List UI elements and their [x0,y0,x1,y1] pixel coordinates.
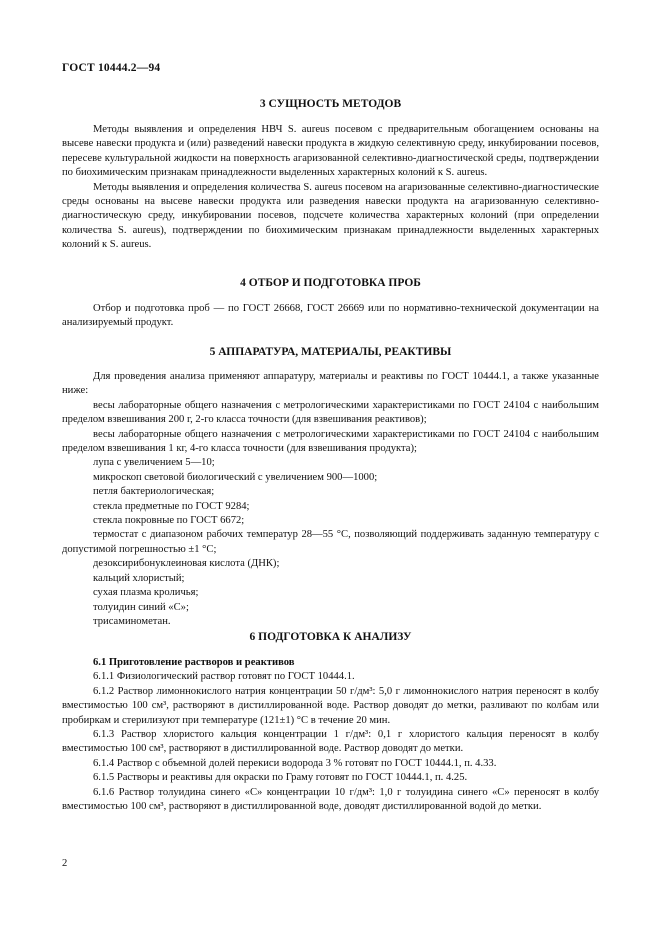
section-4-body [62,302,599,331]
paragraph: 6.1.6 Раствор толуидина синего «С» концентрации 10 г/дм³: 1,0 г толуидина синего «С» переносят в колбу вместимостью 100 см³, растворяют в дистиллированной воде, доводят дистиллированной водой до метки. [62,786,599,813]
page-number: 2 [62,858,68,869]
section-3-title: 3 СУЩНОСТЬ МЕТОДОВ [259,98,402,110]
paragraph: Методы выявления и определения количества S. aureus посевом на агаризованные селективно-диагностические среды основаны на высеве навески продукта или разведения навески продукта на агаризованную селективно-диагностическую среду, инкубировании посевов, подсчете количества характерных колоний (при определении количества S. aureus), подтверждении по биохимическим признакам принадлежности выделенных характерных колоний к S. aureus. [62,181,599,251]
paragraph: Отбор и подготовка проб — по ГОСТ 26668, ГОСТ 26669 или по нормативно-технической документации на анализируемый продукт. [62,303,599,329]
paragraph: весы лабораторные общего назначения с метрологическими характеристиками по ГОСТ 24104 с наибольшим пределом взвешивания 200 г, 2-го класса точности (для взвешивания реактивов); [62,399,599,426]
section-3-body [62,123,599,253]
section-4-title: 4 ОТБОР И ПОДГОТОВКА ПРОБ [240,277,421,289]
list-item: кальций хлористый; [93,572,185,584]
list-item: толуидин синий «С»; [93,601,189,613]
paragraph: весы лабораторные общего назначения с метрологическими характеристиками по ГОСТ 24104 с наибольшим пределом взвешивания 1 кг, 4-го класса точности (для взвешивания продукта); [62,428,599,455]
paragraph: Методы выявления и определения НВЧ S. aureus посевом с предварительным обогащением основаны на высеве навески продукта и (или) разведений навески продукта в жидкую селективную среду, инкубировании посевов, пересеве культуральной жидкости на поверхность агаризованной селективно-диагностической среды, подтверждении по биохимическим признакам принадлежности выделенных характерных колоний к S. aureus. [62,124,599,179]
section-5-body [62,370,599,629]
subsection-title: 6.1 Приготовление растворов и реактивов [93,657,295,668]
list-item: петля бактериологическая; [93,486,215,498]
list-item: дезоксирибонуклеиновая кислота (ДНК); [93,558,280,570]
paragraph: 6.1.2 Раствор лимоннокислого натрия концентрации 50 г/дм³: 5,0 г лимоннокислого натрия переносят в колбу вместимостью 100 см³, растворяют в дистиллированной воде. Раствор доводят до метки, разливают по колбам или пробиркам и стерилизуют при температуре (121±1) °С в течение 20 мин. [62,685,599,726]
list-item: лупа с увеличением 5—10; [93,457,215,469]
list-item: стекла покровные по ГОСТ 6672; [93,515,245,527]
paragraph: 6.1.5 Растворы и реактивы для окраски по Граму готовят по ГОСТ 10444.1, п. 4.25. [93,772,468,784]
section-6-body [62,656,599,814]
paragraph: 6.1.4 Раствор с объемной долей перекиси водорода 3 % готовят по ГОСТ 10444.1, п. 4.33. [93,757,497,769]
paragraph: 6.1.1 Физиологический раствор готовят по ГОСТ 10444.1. [93,671,355,683]
list-item: трисаминометан. [93,615,171,627]
section-5-title: 5 АППАРАТУРА, МАТЕРИАЛЫ, РЕАКТИВЫ [209,346,452,358]
document-header: ГОСТ 10444.2—94 [62,62,161,74]
paragraph: термостат с диапазоном рабочих температур 28—55 °С, позволяющий поддерживать заданную температуру с допустимой погрешностью ±1 °С; [62,529,599,555]
list-item: стекла предметные по ГОСТ 9284; [93,500,250,512]
list-item: микроскоп световой биологический с увеличением 900—1000; [93,471,378,483]
paragraph: Для проведения анализа применяют аппаратуру, материалы и реактивы по ГОСТ 10444.1, а также указанные ниже: [62,371,599,397]
paragraph: 6.1.3 Раствор хлористого кальция концентрации 1 г/дм³: 0,1 г хлористого кальция переносят в колбу вместимостью 100 см³, растворяют в дистиллированной воде. Раствор доводят до метки. [62,729,599,755]
section-6-title: 6 ПОДГОТОВКА К АНАЛИЗУ [249,631,412,643]
list-item: сухая плазма кроличья; [93,587,199,599]
